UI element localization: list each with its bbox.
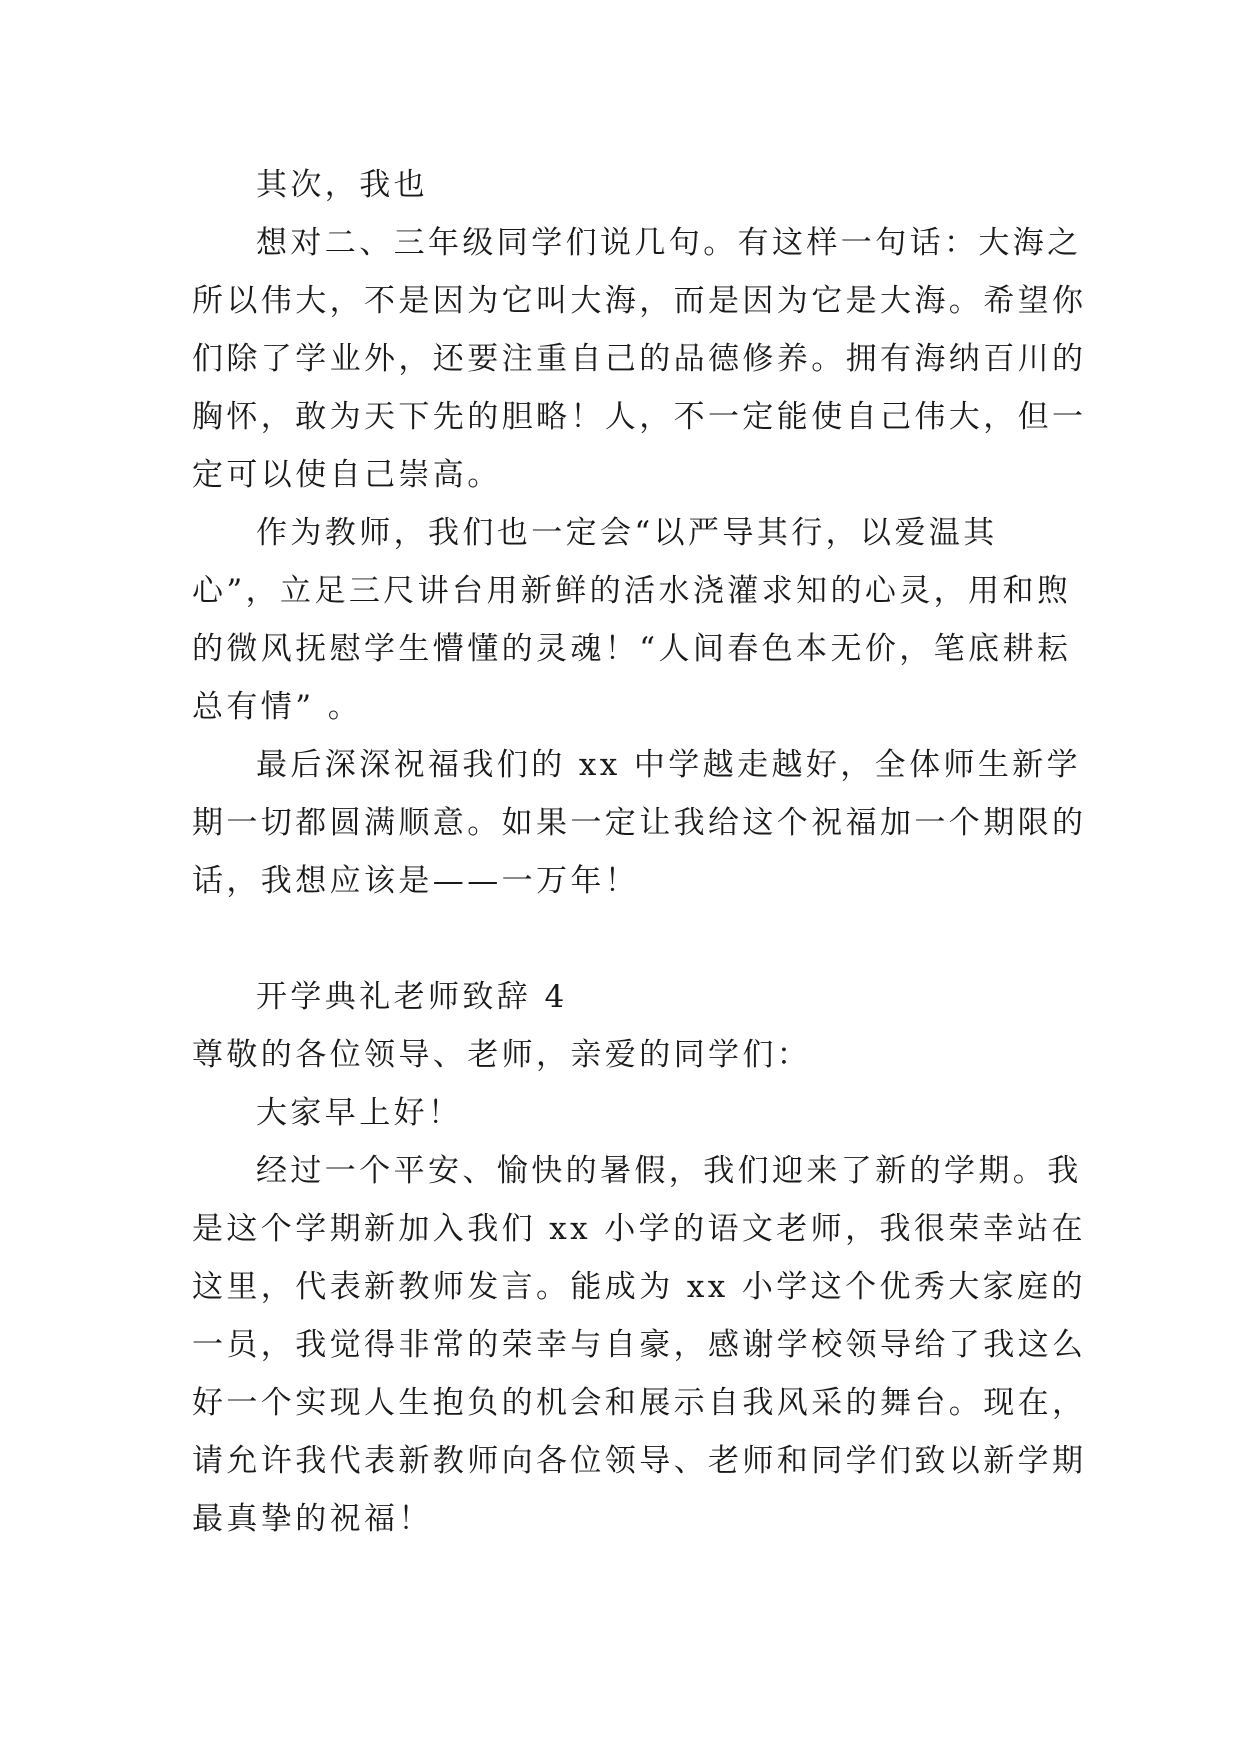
text-line: 心”，立足三尺讲台用新鲜的活水浇灌求知的心灵，用和煦 xyxy=(192,573,1072,609)
text-line: 作为教师，我们也一定会“以严导其行，以爱温其 xyxy=(256,515,998,551)
salutation: 尊敬的各位领导、老师，亲爱的同学们： xyxy=(192,1037,812,1073)
text-line: 经过一个平安、愉快的暑假，我们迎来了新的学期。我 xyxy=(256,1153,1082,1189)
text-line: 所以伟大，不是因为它叫大海，而是因为它是大海。希望你 xyxy=(192,283,1087,319)
text-line: 想对二、三年级同学们说几句。有这样一句话：大海之 xyxy=(256,225,1082,261)
text-line: 好一个实现人生抱负的机会和展示自我风采的舞台。现在， xyxy=(192,1385,1087,1421)
text-line: 话，我想应该是——一万年！ xyxy=(192,863,640,899)
text-line: 们除了学业外，还要注重自己的品德修养。拥有海纳百川的 xyxy=(192,341,1087,377)
section-heading: 开学典礼老师致辞 4 xyxy=(256,979,568,1015)
greeting: 大家早上好！ xyxy=(256,1095,463,1131)
text-line: 是这个学期新加入我们 xx 小学的语文老师，我很荣幸站在 xyxy=(192,1211,1086,1247)
text-line: 期一切都圆满顺意。如果一定让我给这个祝福加一个期限的 xyxy=(192,805,1087,841)
text-line: 胸怀，敢为天下先的胆略！人，不一定能使自己伟大，但一 xyxy=(192,399,1087,435)
text-line: 最后深深祝福我们的 xx 中学越走越好，全体师生新学 xyxy=(256,747,1082,783)
text-line: 一员，我觉得非常的荣幸与自豪，感谢学校领导给了我这么 xyxy=(192,1327,1087,1363)
text-line: 其次，我也 xyxy=(256,167,428,203)
text-line: 这里，代表新教师发言。能成为 xx 小学这个优秀大家庭的 xyxy=(192,1269,1086,1305)
text-line: 总有情” 。 xyxy=(192,689,363,725)
text-line: 定可以使自己崇高。 xyxy=(192,457,502,493)
text-line: 最真挚的祝福！ xyxy=(192,1501,433,1537)
text-line: 请允许我代表新教师向各位领导、老师和同学们致以新学期 xyxy=(192,1443,1087,1479)
text-line: 的微风抚慰学生懵懂的灵魂！“人间春色本无价，笔底耕耘 xyxy=(192,631,1072,667)
